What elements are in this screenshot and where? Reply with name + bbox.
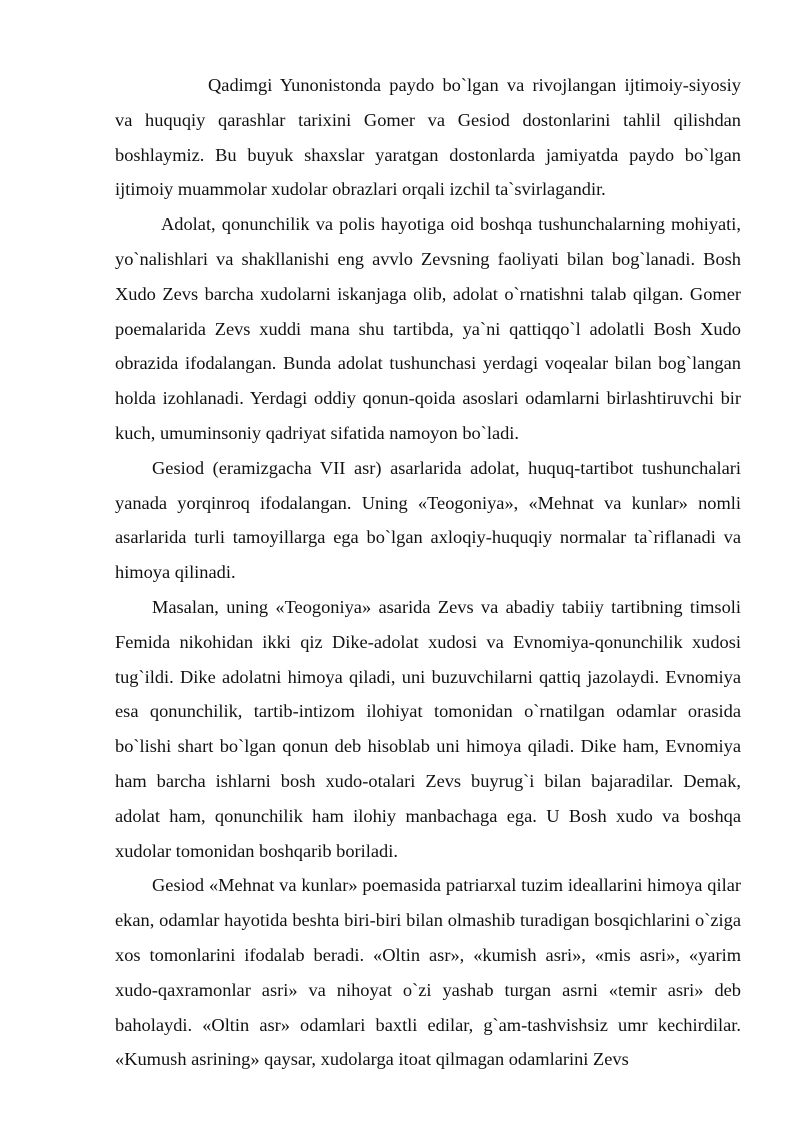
paragraph-intro: Qadimgi Yunonistonda paydo bo`lgan va rivojlangan ijtimoiy-siyosiy va huquqiy qarashlar tarixini Gomer va Gesiod dostonlarini tahlil qilishdan boshlaymiz. Bu buyuk shaxslar yaratgan dostonlarda jamiyatda paydo bo`lgan ijtimoiy muammolar xudolar obrazlari orqali izchil ta`svirlagandir. [115,75,741,200]
paragraph-works-and-days: Gesiod «Mehnat va kunlar» poemasida patriarxal tuzim ideallarini himoya qilar ekan, odamlar hayotida beshta biri-biri bilan olmashib turadigan bosqichlarini o`ziga xos tomonlarini ifodalab beradi. «Oltin asr», «kumish asri», «mis asri», «yarim xudo-qaxramonlar asri» va nihoyat o`zi yashab turgan asrni «temir asri» deb baholaydi. «Oltin asr» odamlari baxtli edilar, g`am-tashvishsiz umr kechirdilar. «Kumush asrining» qaysar, xudolarga itoat qilmagan odamlarini Zevs [115,875,741,1070]
document-page [115,68,741,1077]
paragraph-zeus-justice: Adolat, qonunchilik va polis hayotiga oid boshqa tushunchalarning mohiyati, yo`nalishlari va shakllanishi eng avvlo Zevsning faoliyati bilan bog`lanadi. Bosh Xudo Zevs barcha xudolarni iskanjaga olib, adolat o`rnatishni talab qilgan. Gomer poemalarida Zevs xuddi mana shu tartibda, ya`ni qattiqqo`l adolatli Bosh Xudo obrazida ifodalangan. Bunda adolat tushunchasi yerdagi voqealar bilan bog`langan holda izohlanadi. Yerdagi oddiy qonun-qoida asoslari odamlarni birlashtiruvchi bir kuch, umuminsoniy qadriyat sifatida namoyon bo`ladi. [115,214,741,443]
paragraph-hesiod-works: Gesiod (eramizgacha VII asr) asarlarida adolat, huquq-tartibot tushunchalari yanada yorqinroq ifodalangan. Uning «Teogoniya», «Mehnat va kunlar» nomli asarlarida turli tamoyillarga ega bo`lgan axloqiy-huquqiy normalar ta`riflanadi va himoya qilinadi. [115,457,741,583]
paragraph-theogony: Masalan, uning «Teogoniya» asarida Zevs va abadiy tabiiy tartibning timsoli Femida nikohidan ikki qiz Dike-adolat xudosi va Evnomiya-qonunchilik xudosi tug`ildi. Dike adolatni himoya qiladi, uni buzuvchilarni qattiq jazolaydi. Evnomiya esa qonunchilik, tartib-intizom ilohiyat tomonidan o`rnatilgan odamlar orasida bo`lishi shart bo`lgan qonun deb hisoblab uni himoya qiladi. Dike ham, Evnomiya ham barcha ishlarni bosh xudo-otalari Zevs buyrug`i bilan bajaradilar. Demak, adolat ham, qonunchilik ham ilohiy manbachaga ega. U Bosh xudo va boshqa xudolar tomonidan boshqarib boriladi. [115,596,741,861]
